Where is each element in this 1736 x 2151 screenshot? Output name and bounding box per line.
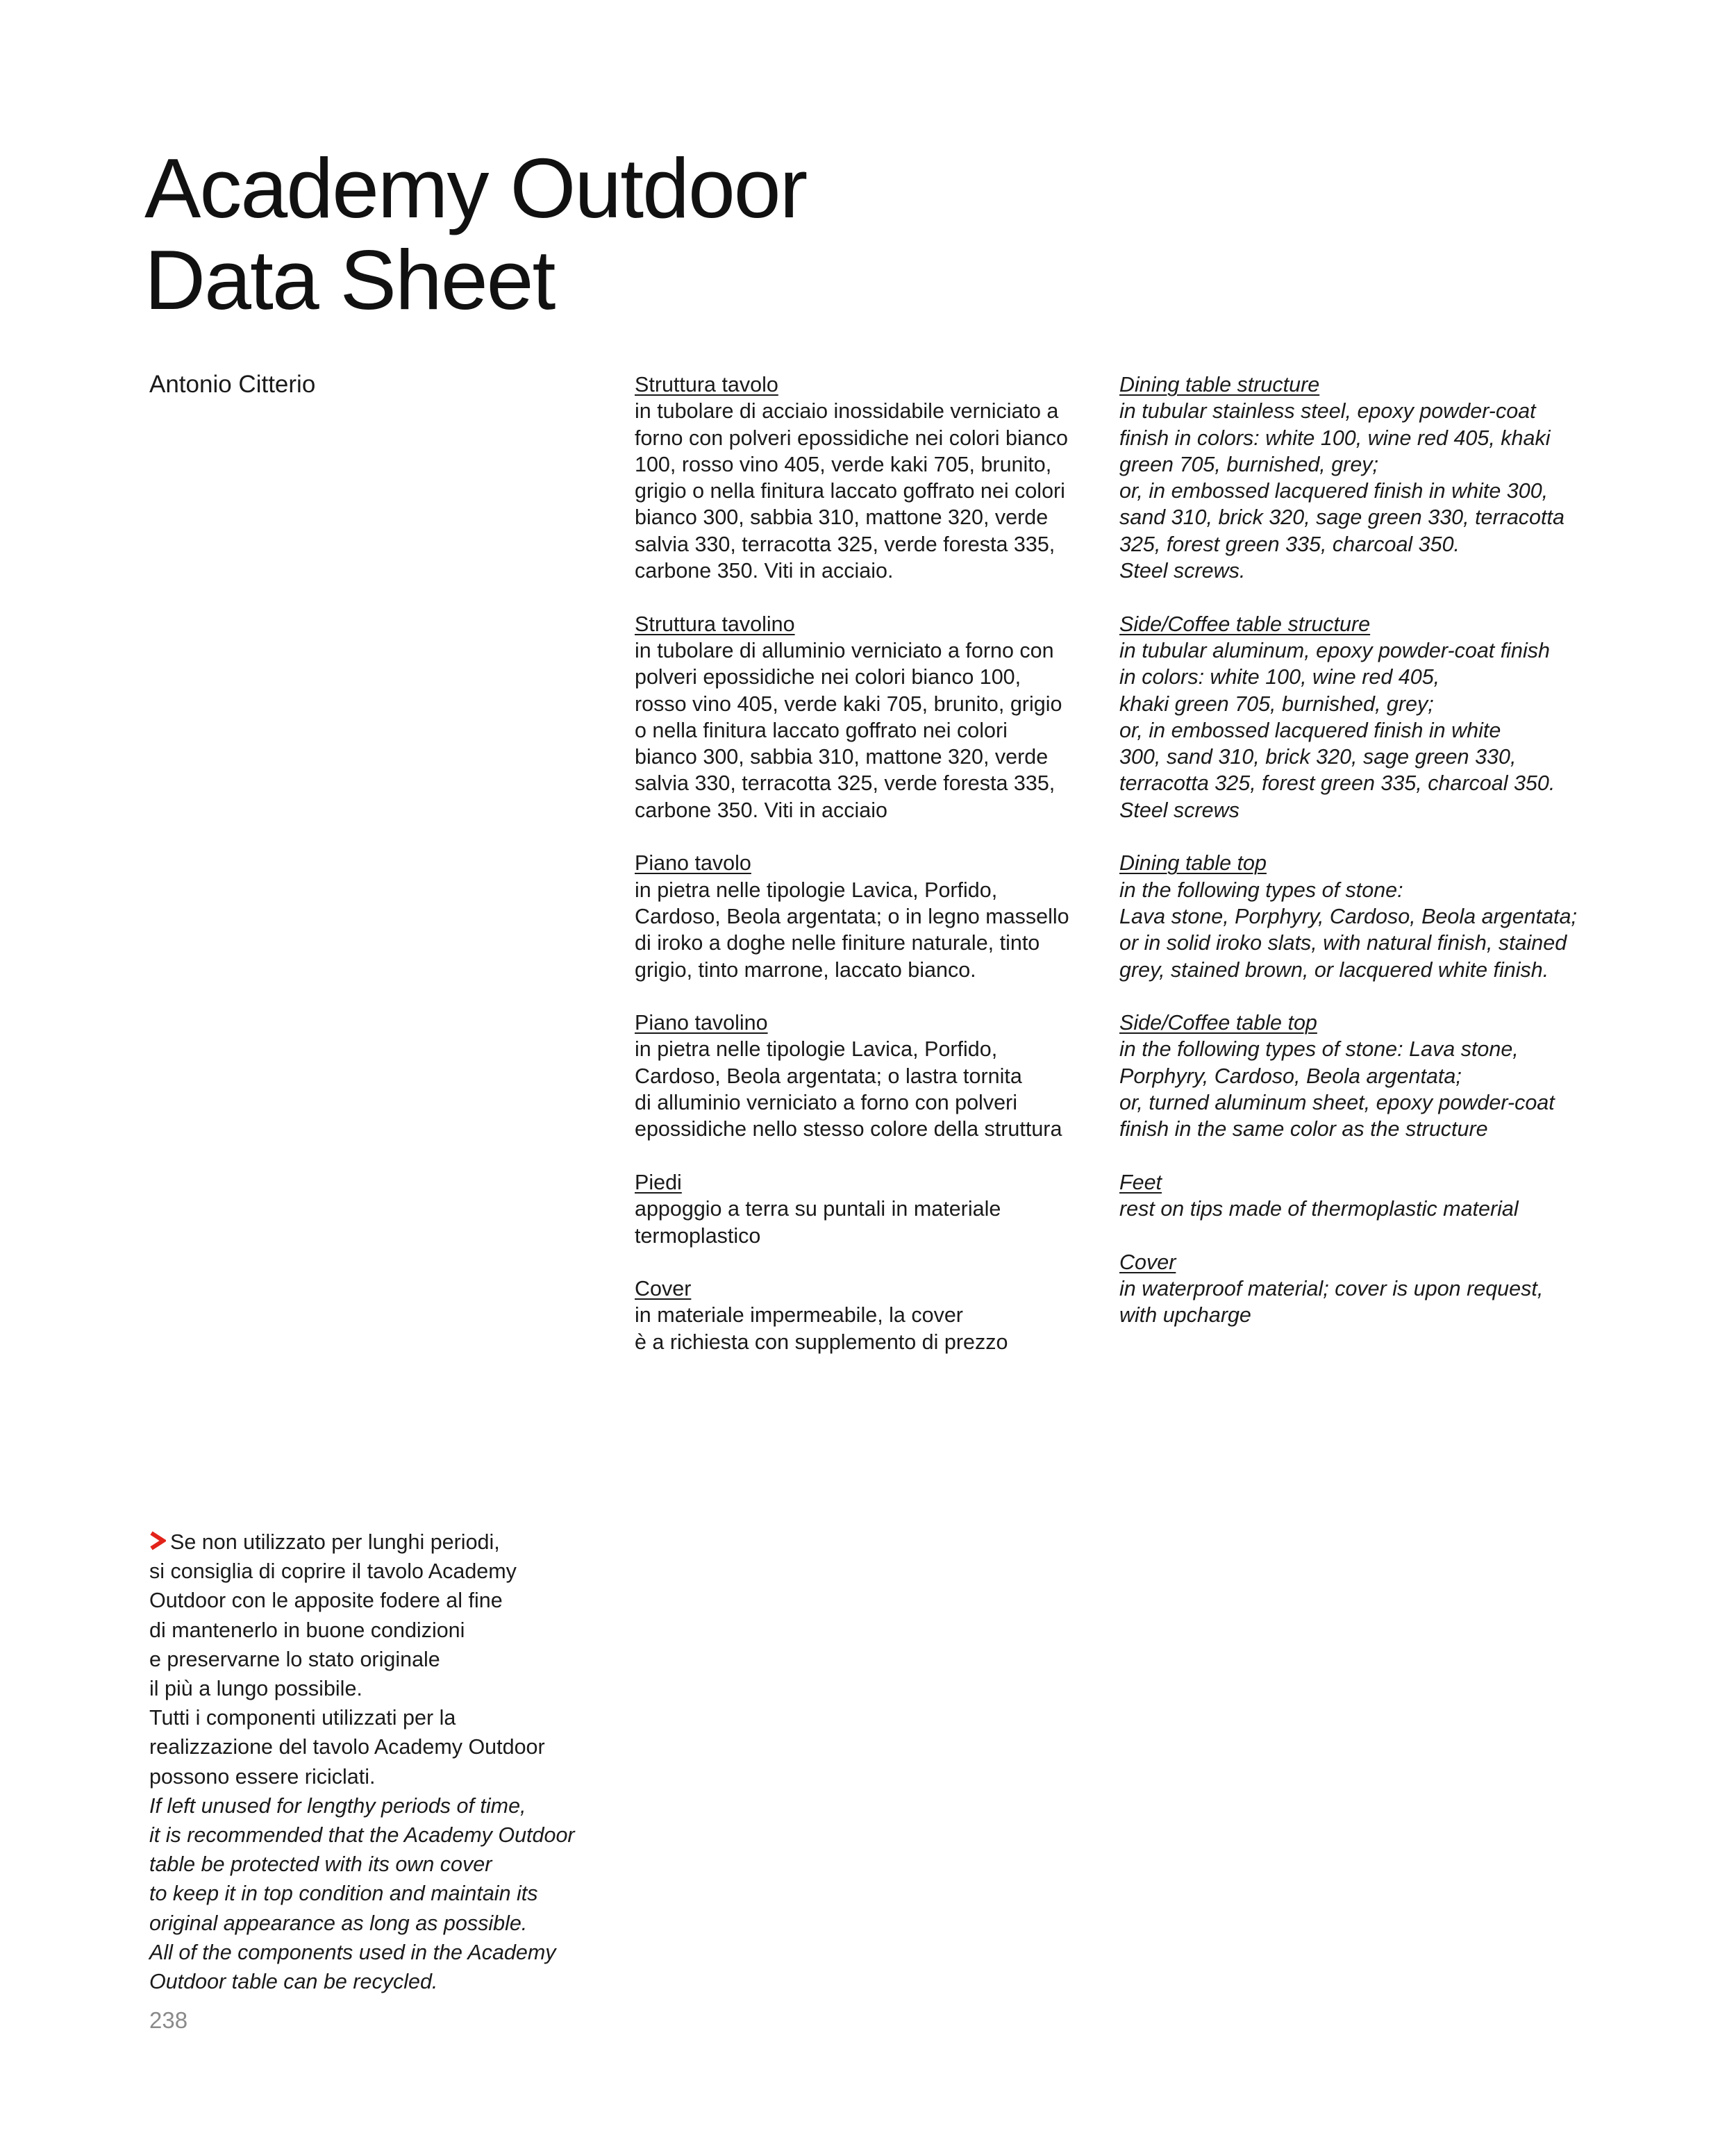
- chevron-right-icon: [149, 1531, 166, 1550]
- spec-section-dining-top-it: [635, 850, 1121, 982]
- spec-text: in the following types of stone: Lava stone, Porphyry, Cardoso, Beola argentata; or, turned aluminum sheet, epoxy powder-coat finish in the same color as the structure: [1119, 1037, 1555, 1141]
- spec-heading: Dining table top: [1119, 851, 1267, 876]
- spec-heading: Side/Coffee table structure: [1119, 612, 1371, 636]
- spec-heading: Struttura tavolo: [635, 373, 778, 396]
- spec-text: in tubular aluminum, epoxy powder-coat finish in colors: white 100, wine red 405, khaki green 705, burnished, grey; or, in embossed lacquered finish in white 300, sand 310, brick 320, sage green 330, terracotta 325, forest green 335, charcoal 350. Steel screws: [1119, 638, 1555, 822]
- title-line-1: Academy Outdoor: [144, 141, 807, 235]
- spec-heading: Piano tavolo: [635, 851, 751, 876]
- designer-name: Antonio Citterio: [149, 371, 316, 398]
- title-line-2: Data Sheet: [144, 233, 555, 327]
- care-note-italian-text: Se non utilizzato per lunghi periodi, si consiglia di coprire il tavolo Academy Outdoor con le apposite fodere al fine di mantenerlo in buone condizioni e preservarne lo stato originale il più a lungo possibile. Tutti i componenti utilizzati per la realizzazione del tavolo Academy Outdoor possono essere riciclati.: [149, 1530, 545, 1789]
- spec-text: in pietra nelle tipologie Lavica, Porfido, Cardoso, Beola argentata; o in legno massello di iroko a doghe nelle finiture naturale, tinto grigio, tinto marrone, laccato bianco.: [635, 878, 1069, 982]
- spec-text: in materiale impermeabile, la cover è a richiesta con supplemento di prezzo: [635, 1303, 1008, 1354]
- spec-heading: Dining table structure: [1119, 373, 1320, 396]
- spec-text: in waterproof material; cover is upon request, with upcharge: [1119, 1277, 1544, 1328]
- spec-heading: Piano tavolino: [635, 1011, 768, 1035]
- spec-text: rest on tips made of thermoplastic material: [1119, 1197, 1519, 1221]
- spec-heading: Cover: [1119, 1250, 1176, 1274]
- spec-text: in tubular stainless steel, epoxy powder-coat finish in colors: white 100, wine red 405, khaki green 705, burnished, grey; or, in embossed lacquered finish in white 300, sand 310, brick 320, sage green 330, terracotta 325, forest green 335, charcoal 350. Steel screws.: [1119, 399, 1564, 583]
- care-note: [149, 1528, 649, 1996]
- page-number: 238: [149, 2007, 188, 2033]
- english-specs-column: [1119, 371, 1599, 1355]
- spec-heading: Struttura tavolino: [635, 612, 795, 636]
- care-note-italian: [149, 1528, 649, 1791]
- spec-section-cover-it: [635, 1275, 1121, 1355]
- spec-section-side-top-en: [1119, 1010, 1599, 1142]
- spec-section-side-top-it: [635, 1010, 1121, 1142]
- spec-text: appoggio a terra su puntali in materiale termoplastico: [635, 1197, 1001, 1248]
- spec-section-dining-structure-en: [1119, 371, 1599, 584]
- spec-heading: Side/Coffee table top: [1119, 1011, 1317, 1035]
- page-title: [144, 142, 806, 326]
- spec-heading: Feet: [1119, 1170, 1162, 1194]
- spec-section-feet-en: [1119, 1169, 1599, 1223]
- spec-heading: Cover: [635, 1277, 692, 1301]
- spec-text: in pietra nelle tipologie Lavica, Porfido, Cardoso, Beola argentata; o lastra tornita di alluminio verniciato a forno con polveri epossidiche nello stesso colore della struttura: [635, 1037, 1062, 1141]
- care-note-english: If left unused for lengthy periods of time, it is recommended that the Academy Outdoor table be protected with its own cover to keep it in top condition and maintain its original appearance as long as possible. All of the components used in the Academy Outdoor table can be recycled.: [149, 1793, 575, 1994]
- spec-section-dining-structure-it: [635, 371, 1121, 584]
- spec-text: in the following types of stone: Lava stone, Porphyry, Cardoso, Beola argentata; or in solid iroko slats, with natural finish, stained grey, stained brown, or lacquered white finish.: [1119, 878, 1577, 982]
- spec-section-side-structure-it: [635, 611, 1121, 823]
- spec-section-side-structure-en: [1119, 611, 1599, 823]
- spec-text: in tubolare di alluminio verniciato a forno con polveri epossidiche nei colori bianco 100, rosso vino 405, verde kaki 705, brunito, grigio o nella finitura laccato goffrato nei colori bianco 300, sabbia 310, mattone 320, verde salvia 330, terracotta 325, verde foresta 335, carbone 350. Viti in acciaio: [635, 638, 1062, 822]
- spec-text: in tubolare di acciaio inossidabile verniciato a forno con polveri epossidiche nei colori bianco 100, rosso vino 405, verde kaki 705, brunito, grigio o nella finitura laccato goffrato nei colori bianco 300, sabbia 310, mattone 320, verde salvia 330, terracotta 325, verde foresta 335, carbone 350. Viti in acciaio.: [635, 399, 1068, 583]
- spec-heading: Piedi: [635, 1170, 682, 1194]
- spec-section-cover-en: [1119, 1249, 1599, 1329]
- italian-specs-column: [635, 371, 1121, 1382]
- spec-section-dining-top-en: [1119, 850, 1599, 982]
- spec-section-feet-it: [635, 1169, 1121, 1249]
